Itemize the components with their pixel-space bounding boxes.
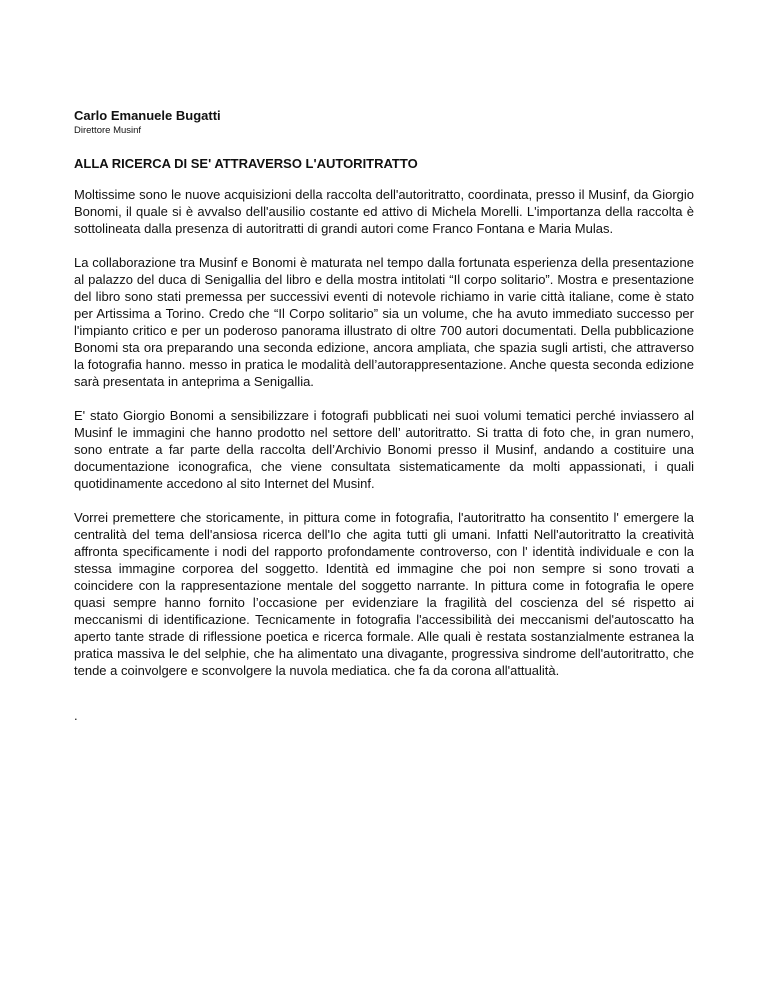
author-role: Direttore Musinf <box>74 125 142 136</box>
paragraph: E' stato Giorgio Bonomi a sensibilizzare i fotografi pubblicati nei suoi volumi tematici perché inviassero al Musinf le immagini che hanno prodotto nel settore dell’ autoritratto. Si tratta di foto che, in gran numero, sono entrate a far parte della raccolta dell’Archivio Bonomi presso il Musinf, andando a costituire una documentazione iconografica, che viene consultata sistematicamente da molti appassionati, i quali quotidinamente accedono al sito Internet del Musinf. <box>74 408 694 491</box>
trailing-mark: . <box>74 708 78 723</box>
document-title: ALLA RICERCA DI SE' ATTRAVERSO L'AUTORITRATTO <box>74 156 418 171</box>
paragraph: La collaborazione tra Musinf e Bonomi è maturata nel tempo dalla fortunata esperienza della presentazione al palazzo del duca di Senigallia del libro e della mostra intitolati “Il corpo solitario”. Mostra e presentazione del libro sono stati premessa per successivi eventi di notevole richiamo in varie città italiane, come è stato per Artissima a Torino. Credo che “Il Corpo solitario” sia un volume, che ha avuto immediato successo per l'impianto critico e per un poderoso panorama illustrato di oltre 700 autori documentati. Della pubblicazione Bonomi sta ora preparando una seconda edizione, ancora ampliata, che spazia sugli artisti, che attraverso la fotografia hanno. messo in pratica le modalità dell’autorappresentazione. Anche questa seconda edizione sarà presentata in anteprima a Senigallia. <box>74 255 694 389</box>
body-text <box>74 186 694 679</box>
paragraph: Moltissime sono le nuove acquisizioni della raccolta dell'autoritratto, coordinata, presso il Musinf, da Giorgio Bonomi, il quale si è avvalso dell'ausilio costante ed attivo di Michela Morelli. L'importanza della raccolta è sottolineata dalla presenza di autoritratti di grandi autori come Franco Fontana e Maria Mulas. <box>74 187 694 236</box>
document-page <box>74 108 694 724</box>
author-name: Carlo Emanuele Bugatti <box>74 108 221 123</box>
paragraph: Vorrei premettere che storicamente, in pittura come in fotografia, l'autoritratto ha consentito l' emergere la centralità del tema dell'ansiosa ricerca dell'Io che agita tutti gli umani. Infatti Nell'autoritratto la creatività affronta specificamente i nodi del rapporto profondamente controverso, con l' identità individuale e con la stessa immagine corporea del soggetto. Identità ed immagine che poi non sempre si sono trovati a coincidere con la rappresentazione mentale del soggetto narrante. In pittura come in fotografia le opere quasi sempre hanno fornito l’occasione per evidenziare la fragilità del coscienza del sé rispetto ai meccanismi di identificazione. Tecnicamente in fotografia l'accessibilità dei meccanismi del'autoscatto ha aperto tante strade di riflessione poetica e ricerca formale. Alle quali è restata sostanzialmente estranea la pratica massiva le del selphie, che ha alimentato una divagante, progressiva sindrome dell'autoritratto, che tende a coinvolgere e sconvolgere la nuvola mediatica. che fa da corona all'attualità. <box>74 510 694 678</box>
